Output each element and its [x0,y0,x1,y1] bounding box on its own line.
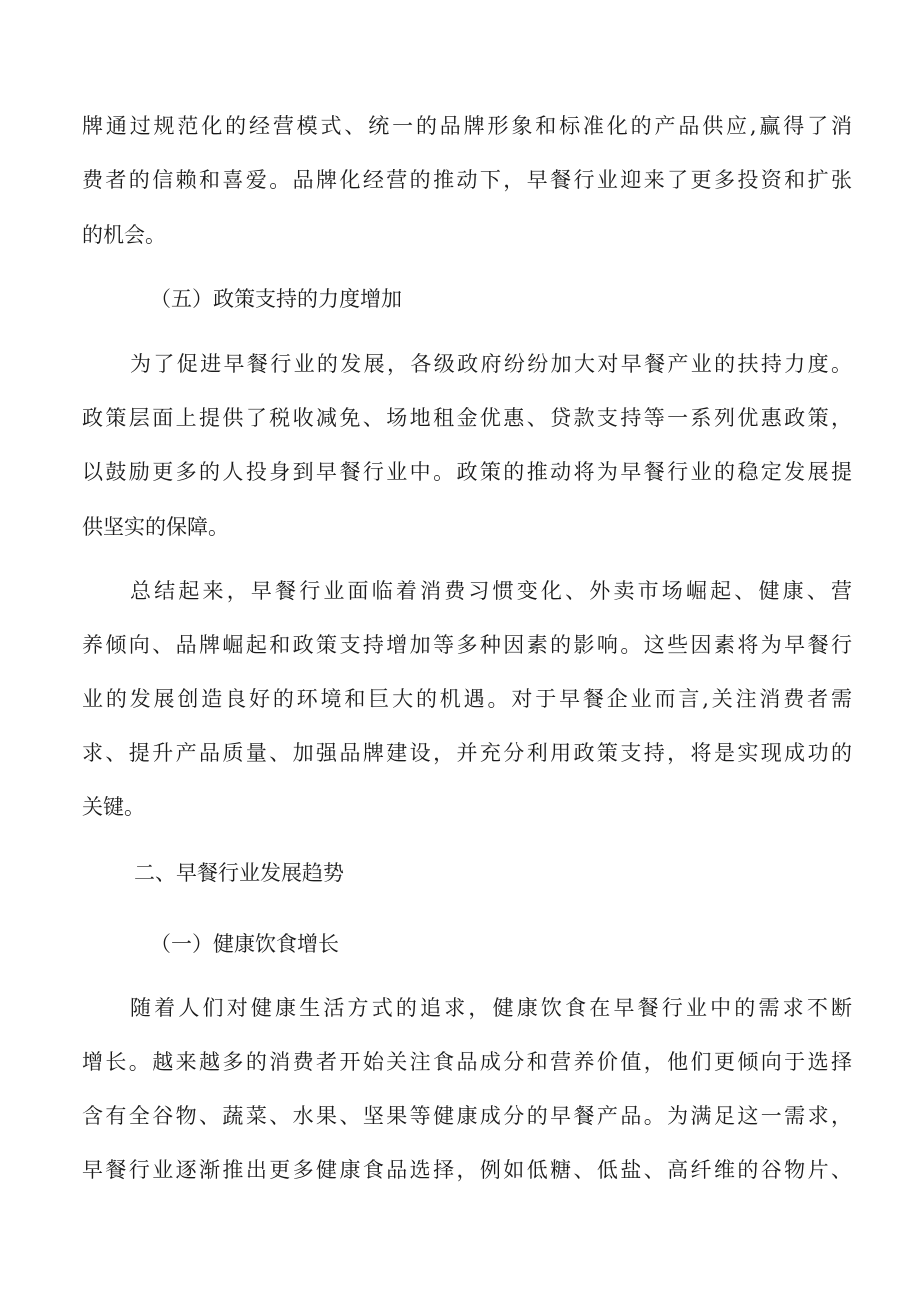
paragraph-line: 养倾向、品牌崛起和政策支持增加等多种因素的影响。这些因素将为早餐行 [82,633,852,657]
paragraph-line: 含有全谷物、蔬菜、水果、坚果等健康成分的早餐产品。为满足这一需求， [82,1104,852,1128]
paragraph-line: 业的发展创造良好的环境和巨大的机遇。对于早餐企业而言,关注消费者需 [82,687,852,711]
paragraph-line: 增长。越来越多的消费者开始关注食品成分和营养价值，他们更倾向于选择 [82,1050,852,1074]
paragraph-line: 牌通过规范化的经营模式、统一的品牌形象和标准化的产品供应,赢得了消 [82,114,852,138]
section-heading: 二、早餐行业发展趋势 [134,861,344,885]
subsection-heading: （一）健康饮食增长 [150,932,339,956]
paragraph-line: 费者的信赖和喜爱。品牌化经营的推动下，早餐行业迎来了更多投资和扩张 [82,168,852,192]
paragraph-line: 的机会。 [82,223,166,247]
paragraph-line: 求、提升产品质量、加强品牌建设，并充分利用政策支持，将是实现成功的 [82,741,852,765]
paragraph-line: 随着人们对健康生活方式的追求，健康饮食在早餐行业中的需求不断 [130,996,852,1020]
paragraph-line: 早餐行业逐渐推出更多健康食品选择，例如低糖、低盐、高纤维的谷物片、 [82,1158,852,1182]
paragraph-line: 以鼓励更多的人投身到早餐行业中。政策的推动将为早餐行业的稳定发展提 [82,460,852,484]
paragraph-line: 政策层面上提供了税收减免、场地租金优惠、贷款支持等一系列优惠政策， [82,406,852,430]
paragraph-line: 为了促进早餐行业的发展，各级政府纷纷加大对早餐产业的扶持力度。 [130,352,852,376]
paragraph-line: 供坚实的保障。 [82,515,229,539]
paragraph-line: 关键。 [82,795,145,819]
paragraph-line: 总结起来，早餐行业面临着消费习惯变化、外卖市场崛起、健康、营 [130,579,852,603]
subsection-heading: （五）政策支持的力度增加 [150,287,402,311]
